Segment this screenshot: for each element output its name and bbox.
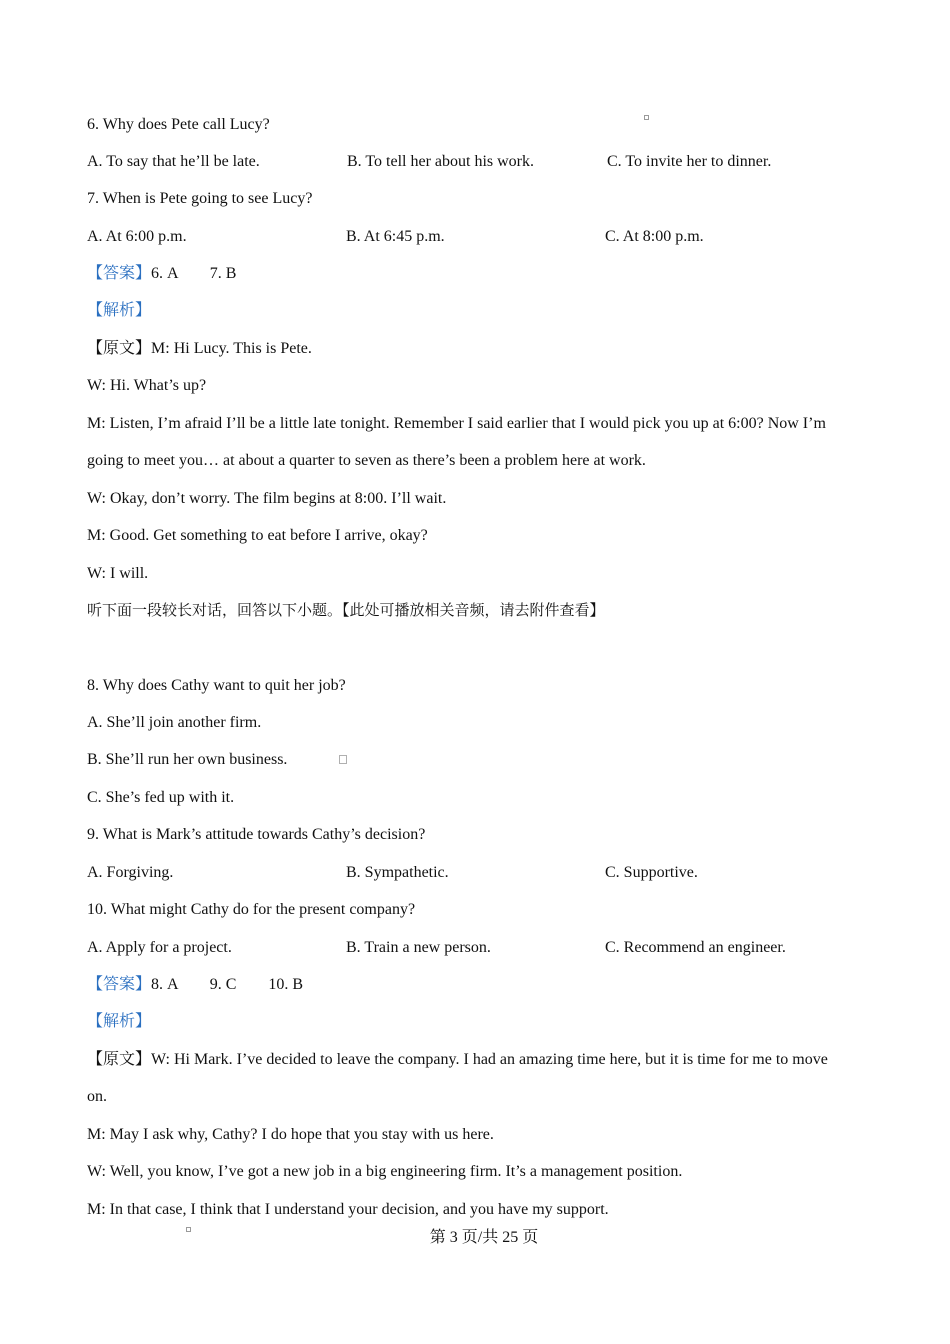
transcript-line: M: Good. Get something to eat before I arrive, okay? — [87, 527, 428, 544]
answer-tag: 【答案】 — [87, 976, 152, 993]
original-tag: 【原文】 — [87, 1051, 152, 1068]
analysis-tag: 【解析】 — [87, 302, 152, 319]
option-9a: A. Forgiving. — [87, 864, 174, 881]
transcript-line — [87, 339, 312, 359]
question-9: 9. What is Mark’s attitude towards Cathy’s decision? — [87, 826, 426, 843]
transcript-text: M: Hi Lucy. This is Pete. — [151, 340, 312, 357]
option-10b: B. Train a new person. — [346, 939, 491, 956]
option-7a: A. At 6:00 p.m. — [87, 228, 187, 245]
listening-instruction: 听下面一段较长对话，回答以下小题。【此处可播放相关音频，请去附件查看】 — [87, 601, 605, 619]
option-7b: B. At 6:45 p.m. — [346, 228, 445, 245]
transcript-line: M: In that case, I think that I understand your decision, and you have my support. — [87, 1201, 609, 1218]
option-6a: A. To say that he’ll be late. — [87, 153, 260, 170]
option-10c: C. Recommend an engineer. — [605, 939, 786, 956]
question-7: 7. When is Pete going to see Lucy? — [87, 190, 313, 207]
answer-tag: 【答案】 — [87, 265, 152, 282]
transcript-line: W: I will. — [87, 565, 149, 582]
page-footer: 第 3 页/共 25 页 — [429, 1229, 539, 1246]
option-9b: B. Sympathetic. — [346, 864, 449, 881]
option-8b: B. She’ll run her own business. — [87, 751, 288, 768]
option-8c: C. She’s fed up with it. — [87, 789, 235, 806]
answer-line-2 — [87, 975, 303, 995]
question-8: 8. Why does Cathy want to quit her job? — [87, 677, 346, 694]
option-8a: A. She’ll join another firm. — [87, 714, 262, 731]
marker-square-icon — [339, 755, 347, 764]
transcript-line: going to meet you… at about a quarter to seven as there’s been a problem here at work. — [87, 452, 646, 469]
transcript-line: on. — [87, 1088, 107, 1105]
transcript-line — [87, 1050, 828, 1070]
question-6: 6. Why does Pete call Lucy? — [87, 116, 270, 133]
transcript-line: M: May I ask why, Cathy? I do hope that you stay with us here. — [87, 1126, 494, 1143]
transcript-line: W: Okay, don’t worry. The film begins at 8:00. I’ll wait. — [87, 490, 447, 507]
option-9c: C. Supportive. — [605, 864, 698, 881]
answer-text: 8. A 9. C 10. B — [151, 976, 304, 993]
option-7c: C. At 8:00 p.m. — [605, 228, 704, 245]
marker-square-icon — [644, 115, 649, 120]
option-10a: A. Apply for a project. — [87, 939, 232, 956]
answer-text: 6. A 7. B — [151, 265, 237, 282]
transcript-line: M: Listen, I’m afraid I’ll be a little late tonight. Remember I said earlier that I would pick you up at 6:00? Now I’m — [87, 415, 826, 432]
transcript-text: W: Hi Mark. I’ve decided to leave the company. I had an amazing time here, but it is time for me to move — [151, 1051, 828, 1068]
option-6b: B. To tell her about his work. — [347, 153, 535, 170]
analysis-tag: 【解析】 — [87, 1013, 152, 1030]
question-10: 10. What might Cathy do for the present company? — [87, 901, 416, 918]
answer-line-1 — [87, 264, 236, 284]
transcript-line: W: Well, you know, I’ve got a new job in a big engineering firm. It’s a management position. — [87, 1163, 683, 1180]
original-tag: 【原文】 — [87, 340, 152, 357]
option-6c: C. To invite her to dinner. — [607, 153, 772, 170]
transcript-line: W: Hi. What’s up? — [87, 377, 207, 394]
